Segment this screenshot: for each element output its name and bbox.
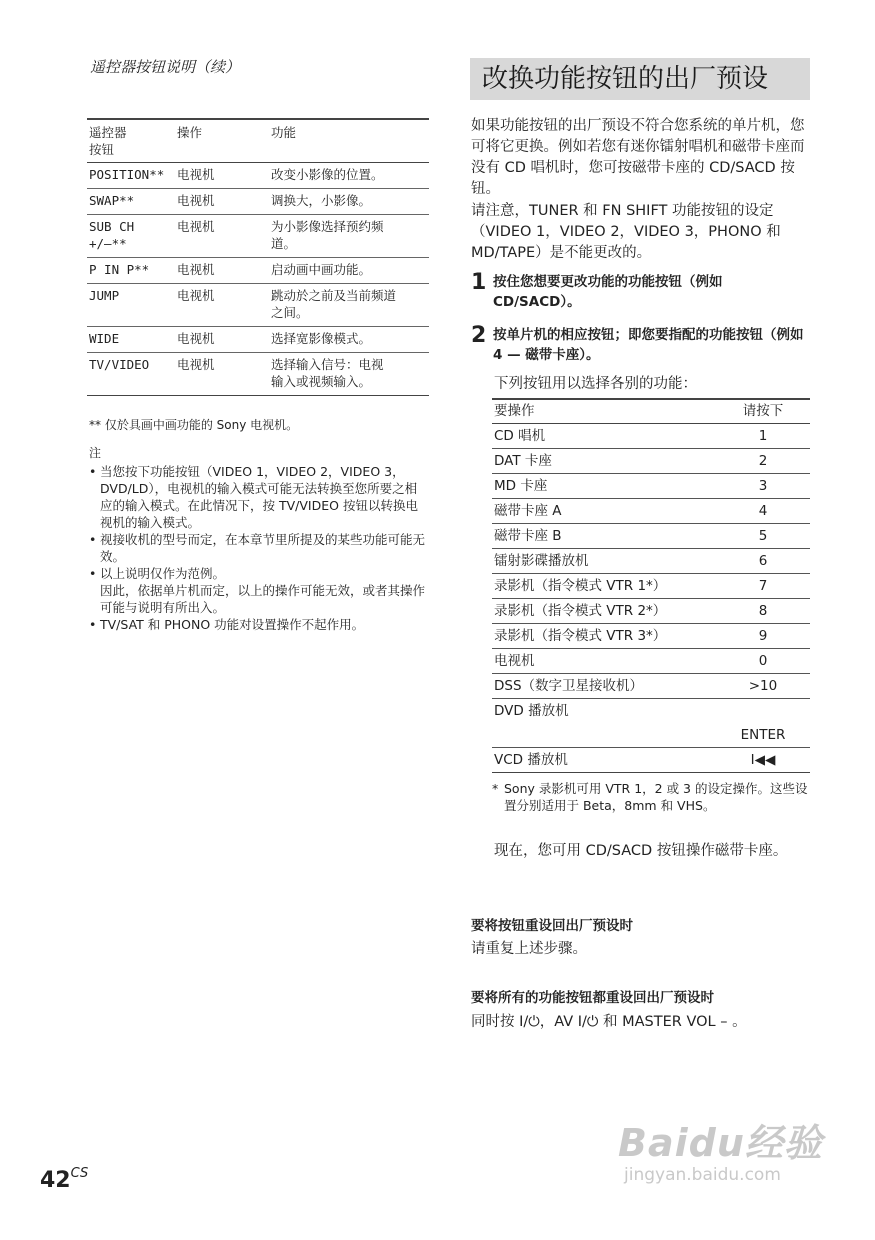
cell-operation: 电视机 <box>177 167 215 182</box>
reset-heading: 要将按钮重设回出厂预设时 <box>471 918 633 934</box>
cell-key: ENTER <box>740 727 786 743</box>
cell-operation: 电视机 <box>177 193 215 208</box>
reset-all-text: 同时按 I/⏻，AV I/⏻ 和 MASTER VOL – 。 <box>471 1014 747 1030</box>
section-title: 改换功能按钮的出厂预设 <box>470 58 810 100</box>
step-1 <box>471 272 811 312</box>
cell-button: P IN P** <box>89 262 150 277</box>
header-to-operate: 要操作 <box>494 403 535 419</box>
table-row <box>87 189 429 215</box>
watermark-url: jingyan.baidu.com <box>624 1165 781 1185</box>
result-text: 现在，您可用 CD/SACD 按钮操作磁带卡座。 <box>494 843 788 859</box>
cell-component: DAT 卡座 <box>494 453 552 469</box>
page-suffix: CS <box>70 1166 89 1181</box>
cell-operation: 电视机 <box>177 262 215 277</box>
cell-key: 2 <box>758 453 768 469</box>
step-2 <box>471 325 811 365</box>
table-row <box>87 327 429 353</box>
table-row <box>492 649 810 674</box>
cell-component: 录影机（指令模式 VTR 3*） <box>494 628 667 644</box>
cell-component: DSS（数字卫星接收机） <box>494 678 644 694</box>
header-button: 遥控器 按钮 <box>89 125 127 157</box>
watermark-logo-text: Baidu经验 <box>618 1121 823 1165</box>
remote-buttons-table <box>87 118 429 396</box>
notes-list <box>89 463 429 633</box>
note-item <box>89 463 429 531</box>
table-row <box>492 424 810 449</box>
watermark <box>618 1112 823 1185</box>
header-operation: 操作 <box>177 125 203 140</box>
cell-function: 跳动於之前及当前频道 之间。 <box>271 288 397 320</box>
cell-key: 7 <box>758 578 768 594</box>
note-paragraph: 请注意，TUNER 和 FN SHIFT 功能按钮的设定（VIDEO 1，VIDEO 2，VIDEO 3，PHONO 和 MD/TAPE）是不能更改的。 <box>471 203 781 261</box>
cell-function: 调换大，小影像。 <box>271 193 372 208</box>
bullet-icon: • <box>89 617 97 632</box>
cell-operation: 电视机 <box>177 331 215 346</box>
cell-key: >10 <box>748 678 778 694</box>
table-row <box>492 449 810 474</box>
table-row <box>492 474 810 499</box>
table-row <box>492 549 810 574</box>
cell-button: TV/VIDEO <box>89 357 150 372</box>
cell-component: 镭射影碟播放机 <box>494 553 589 569</box>
cell-component <box>492 723 716 748</box>
step-text: 按单片机的相应按钮；即您要指配的功能按钮（例如 4 — 磁带卡座）。 <box>493 327 804 363</box>
table-row <box>492 674 810 699</box>
double-asterisk-footnote: ** 仅於具画中画功能的 Sony 电视机。 <box>89 418 299 432</box>
cell-operation: 电视机 <box>177 288 215 303</box>
page-number: $42^{CS}$ <box>40 1166 89 1193</box>
note-text: 以上说明仅作为范例。 因此，依据单片机而定，以上的操作可能无效，或者其操作可能与说明有所出入。 <box>100 566 426 615</box>
intro-paragraph: 如果功能按钮的出厂预设不符合您系统的单片机，您可将它更换。例如若您有迷你镭射唱机和磁带卡座而没有 CD 唱机时，您可按磁带卡座的 CD/SACD 按钮。 <box>471 118 805 197</box>
page-section-heading: 遥控器按钮说明（续） <box>90 58 241 76</box>
cell-component: 录影机（指令模式 VTR 1*） <box>494 578 667 594</box>
cell-function: 为小影像选择预约频 道。 <box>271 219 384 251</box>
bullet-icon: • <box>89 464 97 479</box>
table-header-row <box>87 119 429 163</box>
cell-component: 电视机 <box>494 653 535 669</box>
cell-button: JUMP <box>89 288 120 303</box>
cell-key: 8 <box>758 603 768 619</box>
step-number: 2 <box>471 323 487 348</box>
cell-component: 磁带卡座 A <box>494 503 562 519</box>
table-row <box>492 723 810 748</box>
note-item <box>89 616 429 633</box>
cell-key: 6 <box>758 553 768 569</box>
list-intro: 下列按钮用以选择各别的功能： <box>494 376 697 392</box>
table-row <box>87 258 429 284</box>
table-row <box>492 624 810 649</box>
table-row <box>87 353 429 396</box>
cell-key: 0 <box>758 653 768 669</box>
cell-component: MD 卡座 <box>494 478 548 494</box>
header-function: 功能 <box>271 125 297 140</box>
note-item <box>89 531 429 565</box>
cell-component: DVD 播放机 <box>494 703 569 719</box>
cell-button: POSITION** <box>89 167 165 182</box>
table-header-row <box>492 399 810 424</box>
asterisk-note-text: Sony 录影机可用 VTR 1，2 或 3 的设定操作。这些设置分别适用于 Beta，8mm 和 VHS。 <box>504 781 808 813</box>
cell-component: 磁带卡座 B <box>494 528 562 544</box>
cell-button: SWAP** <box>89 193 135 208</box>
function-assignment-table <box>492 398 810 773</box>
cell-operation: 电视机 <box>177 357 215 372</box>
bullet-icon: • <box>89 566 97 581</box>
note-text: 视接收机的型号而定，在本章节里所提及的某些功能可能无效。 <box>100 532 426 564</box>
cell-key: 4 <box>758 503 768 519</box>
step-text: 按住您想要更改功能的功能按钮（例如 CD/SACD）。 <box>493 274 723 310</box>
note-item <box>89 565 429 616</box>
table-row <box>492 574 810 599</box>
table-row <box>492 748 810 773</box>
cell-button: WIDE <box>89 331 120 346</box>
cell-function: 选择宽影像模式。 <box>271 331 372 346</box>
note-text: 当您按下功能按钮（VIDEO 1，VIDEO 2，VIDEO 3，DVD/LD），电视机的输入模式可能无法转换至您所要之相应的输入模式。在此情况下，按 TV/VIDEO 按钮以转换电视机的输入模式。 <box>100 464 418 530</box>
step-number: 1 <box>471 270 487 295</box>
note-title: 注 <box>89 446 102 460</box>
bullet-icon: • <box>89 532 97 547</box>
cell-function: 改变小影像的位置。 <box>271 167 384 182</box>
reset-all-heading: 要将所有的功能按钮都重设回出厂预设时 <box>471 990 714 1006</box>
asterisk-note: * Sony 录影机可用 VTR 1，2 或 3 的设定操作。这些设置分别适用于 Beta，8mm 和 VHS。 <box>492 781 808 813</box>
note-text: TV/SAT 和 PHONO 功能对设置操作不起作用。 <box>100 617 365 632</box>
table-row <box>492 599 810 624</box>
cell-component: 录影机（指令模式 VTR 2*） <box>494 603 667 619</box>
cell-key: 3 <box>758 478 768 494</box>
table-row <box>492 524 810 549</box>
cell-key: 1 <box>758 428 768 444</box>
cell-button: SUB CH +/–** <box>89 219 135 251</box>
cell-function: 选择输入信号：电视 输入或视频输入。 <box>271 357 384 389</box>
cell-operation: 电视机 <box>177 219 215 234</box>
header-press: 请按下 <box>742 403 784 419</box>
table-row <box>87 284 429 327</box>
table-row <box>87 163 429 189</box>
table-row <box>492 699 810 724</box>
cell-key: I◀◀ <box>750 752 776 768</box>
cell-function: 启动画中画功能。 <box>271 262 372 277</box>
table-row <box>87 215 429 258</box>
cell-component: VCD 播放机 <box>494 752 568 768</box>
cell-component: CD 唱机 <box>494 428 546 444</box>
cell-key: 9 <box>758 628 768 644</box>
cell-key: 5 <box>758 528 768 544</box>
cell-key <box>716 699 810 724</box>
table-row <box>492 499 810 524</box>
reset-text: 请重复上述步骤。 <box>471 941 587 957</box>
